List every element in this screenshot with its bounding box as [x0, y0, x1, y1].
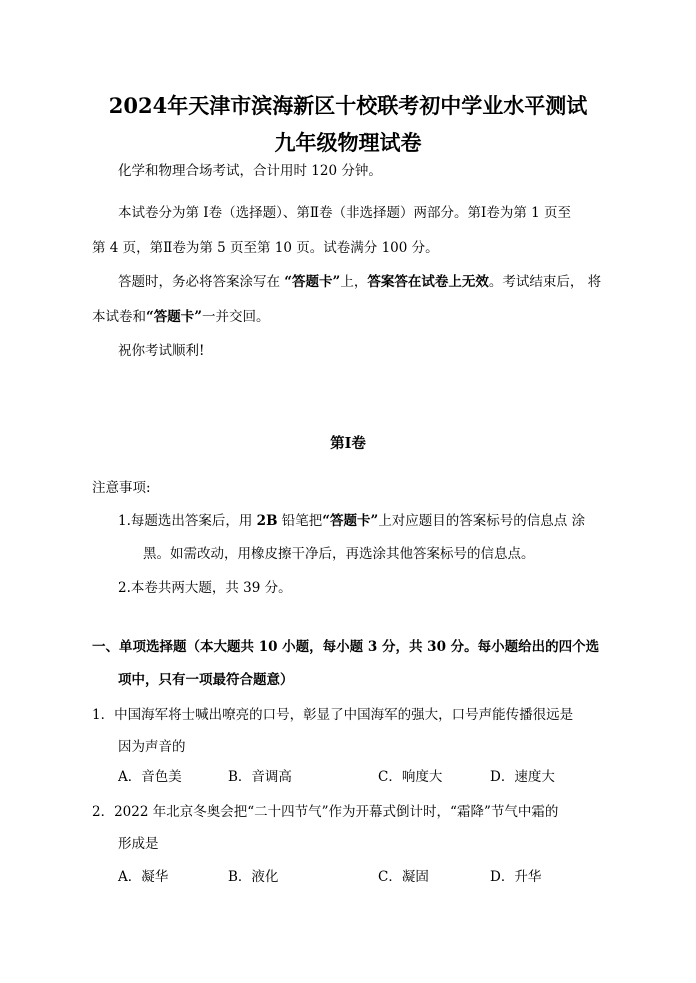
intro-line-2: 本试卷分为第 Ⅰ卷（选择题）、第Ⅱ卷（非选择题）两部分。第Ⅰ卷为第 1 页至 — [118, 205, 572, 221]
question-2-option-d: D．升华 — [490, 869, 542, 885]
intro-line-5-part-a: 本试卷和 — [92, 309, 146, 325]
notice-item-1-part-a: 1.每题选出答案后，用 — [118, 513, 257, 529]
intro-line-1: 化学和物理合场考试，合计用时 120 分钟。 — [118, 163, 382, 179]
part-one-heading-line-2: 项中，只有一项最符合题意） — [118, 672, 294, 688]
part-one-heading-line-1: 一、单项选择题（本大题共 10 小题，每小题 3 分，共 30 分。每小题给出的四个选 — [92, 639, 600, 655]
answer-card-term-2: “答题卡” — [146, 309, 203, 325]
notice-item-1-part-e: 上对应题目的答案标号的信息点 涂 — [378, 513, 586, 529]
exam-subtitle: 九年级物理试卷 — [274, 130, 422, 155]
intro-line-3: 第 4 页，第Ⅱ卷为第 5 页至第 10 页。试卷满分 100 分。 — [92, 240, 439, 256]
intro-line-4-part-a: 答题时，务必将答案涂写在 — [118, 274, 285, 290]
question-2-option-c: C．凝固 — [378, 869, 429, 885]
pencil-grade: 2B — [256, 513, 278, 529]
intro-line-6: 祝你考试顺利! — [118, 343, 205, 359]
answer-card-term: “答题卡” — [284, 274, 341, 290]
question-1-option-d: D．速度大 — [490, 769, 555, 785]
notice-item-2: 2.本卷共两大题，共 39 分。 — [118, 580, 292, 596]
intro-line-4-part-c: 上， — [340, 274, 368, 290]
question-2-option-b: B．液化 — [228, 869, 279, 885]
notice-item-1-continued: 黑。如需改动，用橡皮擦干净后，再选涂其他答案标号的信息点。 — [143, 546, 535, 562]
question-2-stem-line-1: 2．2022 年北京冬奥会把“二十四节气”作为开幕式倒计时，“霜降”节气中霜的 — [92, 804, 559, 820]
notice-label: 注意事项: — [92, 480, 151, 496]
notice-item-1-part-c: 铅笔把 — [277, 513, 323, 529]
intro-line-4 — [118, 276, 601, 290]
section-title: 第Ⅰ卷 — [330, 435, 366, 452]
question-1-option-c: C．响度大 — [378, 769, 443, 785]
question-1-stem-line-1: 1．中国海军将士喊出嘹亮的口号，彰显了中国海军的强大，口号声能传播很远是 — [92, 707, 574, 723]
intro-line-4-part-e: 。考试结束后， 将 — [488, 274, 602, 290]
intro-line-5 — [92, 311, 270, 325]
question-1-option-b: B．音调高 — [228, 769, 292, 785]
question-1-stem-line-2: 因为声音的 — [118, 739, 186, 755]
question-2-stem-line-2: 形成是 — [118, 836, 159, 852]
answer-invalid-warning: 答案答在试卷上无效 — [367, 274, 489, 290]
exam-title: 2024年天津市滨海新区十校联考初中学业水平测试 — [108, 93, 588, 118]
answer-card-term-3: “答题卡” — [322, 513, 379, 529]
notice-item-1 — [118, 515, 585, 529]
intro-line-5-part-c: 一并交回。 — [202, 309, 270, 325]
question-2-option-a: A．凝华 — [118, 869, 169, 885]
question-1-option-a: A．音色美 — [118, 769, 182, 785]
